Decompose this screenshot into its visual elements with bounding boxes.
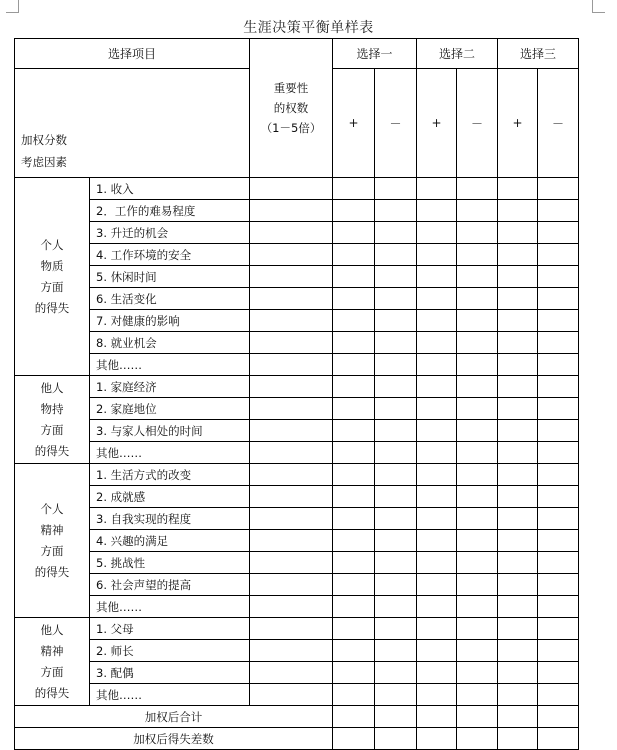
- choice-1-plus: +: [333, 69, 375, 178]
- balance-sheet-table: [14, 38, 579, 750]
- score-input-cell[interactable]: [417, 420, 457, 442]
- weight-input-cell[interactable]: [250, 420, 333, 442]
- score-input-cell[interactable]: [375, 728, 417, 750]
- score-input-cell[interactable]: [417, 442, 457, 464]
- score-input-cell[interactable]: [538, 332, 579, 354]
- score-input-cell[interactable]: [498, 552, 538, 574]
- table-row: [15, 266, 579, 288]
- factor-item: 1. 家庭经济: [90, 376, 250, 398]
- score-input-cell[interactable]: [498, 662, 538, 684]
- score-input-cell[interactable]: [375, 640, 417, 662]
- score-input-cell[interactable]: [457, 464, 498, 486]
- score-input-cell[interactable]: [457, 684, 498, 706]
- importance-line-3: （1－5倍）: [260, 121, 322, 135]
- score-input-cell[interactable]: [333, 310, 375, 332]
- score-input-cell[interactable]: [375, 178, 417, 200]
- factor-item: 4. 工作环境的安全: [90, 244, 250, 266]
- score-input-cell[interactable]: [333, 508, 375, 530]
- score-input-cell[interactable]: [538, 508, 579, 530]
- score-input-cell[interactable]: [538, 288, 579, 310]
- factor-item: 1. 父母: [90, 618, 250, 640]
- score-input-cell[interactable]: [498, 508, 538, 530]
- score-input-cell[interactable]: [333, 420, 375, 442]
- score-input-cell[interactable]: [375, 310, 417, 332]
- score-input-cell[interactable]: [498, 222, 538, 244]
- category-line: 的得失: [34, 564, 70, 579]
- table-row: [15, 574, 579, 596]
- score-input-cell[interactable]: [457, 486, 498, 508]
- category-line: 的得失: [34, 685, 70, 700]
- score-input-cell[interactable]: [498, 574, 538, 596]
- score-input-cell[interactable]: [457, 530, 498, 552]
- score-input-cell[interactable]: [333, 596, 375, 618]
- weight-input-cell[interactable]: [250, 354, 333, 376]
- score-input-cell[interactable]: [333, 266, 375, 288]
- score-input-cell[interactable]: [333, 244, 375, 266]
- weight-input-cell[interactable]: [250, 486, 333, 508]
- table-row: [15, 684, 579, 706]
- score-input-cell[interactable]: [333, 706, 375, 728]
- score-input-cell[interactable]: [498, 640, 538, 662]
- weight-input-cell[interactable]: [250, 310, 333, 332]
- factor-item: 1. 生活方式的改变: [90, 464, 250, 486]
- score-input-cell[interactable]: [457, 354, 498, 376]
- category-line: 他人: [40, 380, 64, 395]
- score-input-cell[interactable]: [417, 178, 457, 200]
- score-input-cell[interactable]: [333, 222, 375, 244]
- score-input-cell[interactable]: [417, 222, 457, 244]
- score-input-cell[interactable]: [375, 442, 417, 464]
- factor-item: 4. 兴趣的满足: [90, 530, 250, 552]
- table-row: [15, 640, 579, 662]
- score-input-cell[interactable]: [333, 354, 375, 376]
- category-cell: [15, 376, 90, 464]
- score-input-cell[interactable]: [457, 398, 498, 420]
- score-input-cell[interactable]: [417, 376, 457, 398]
- score-input-cell[interactable]: [498, 376, 538, 398]
- weight-input-cell[interactable]: [250, 618, 333, 640]
- score-input-cell[interactable]: [417, 662, 457, 684]
- weighted-total-row: [15, 706, 579, 728]
- choice-2-header: 选择二: [417, 39, 498, 69]
- score-input-cell[interactable]: [538, 596, 579, 618]
- weight-input-cell[interactable]: [250, 222, 333, 244]
- score-input-cell[interactable]: [417, 310, 457, 332]
- score-input-cell[interactable]: [417, 288, 457, 310]
- weighted-score-label: 加权分数: [21, 133, 67, 147]
- score-input-cell[interactable]: [333, 728, 375, 750]
- category-line: 个人: [40, 237, 64, 252]
- score-input-cell[interactable]: [333, 288, 375, 310]
- factor-item: 其他……: [90, 596, 250, 618]
- score-input-cell[interactable]: [457, 376, 498, 398]
- score-input-cell[interactable]: [417, 508, 457, 530]
- score-input-cell[interactable]: [333, 200, 375, 222]
- score-input-cell[interactable]: [375, 398, 417, 420]
- score-input-cell[interactable]: [457, 222, 498, 244]
- score-input-cell[interactable]: [375, 244, 417, 266]
- score-input-cell[interactable]: [498, 728, 538, 750]
- table-row: [15, 398, 579, 420]
- weight-input-cell[interactable]: [250, 288, 333, 310]
- table-row: [15, 530, 579, 552]
- score-input-cell[interactable]: [457, 618, 498, 640]
- score-input-cell[interactable]: [417, 552, 457, 574]
- score-input-cell[interactable]: [457, 706, 498, 728]
- score-input-cell[interactable]: [417, 618, 457, 640]
- category-line: 方面: [40, 664, 64, 679]
- table-row: [15, 244, 579, 266]
- factor-item: 8. 就业机会: [90, 332, 250, 354]
- score-input-cell[interactable]: [538, 486, 579, 508]
- score-input-cell[interactable]: [457, 200, 498, 222]
- category-line: 方面: [40, 543, 64, 558]
- score-input-cell[interactable]: [417, 398, 457, 420]
- score-input-cell[interactable]: [375, 200, 417, 222]
- score-input-cell[interactable]: [375, 618, 417, 640]
- score-input-cell[interactable]: [538, 178, 579, 200]
- score-input-cell[interactable]: [417, 574, 457, 596]
- choice-2-plus: +: [417, 69, 457, 178]
- score-input-cell[interactable]: [498, 420, 538, 442]
- choice-1-minus: －: [375, 69, 417, 178]
- score-input-cell[interactable]: [498, 310, 538, 332]
- score-input-cell[interactable]: [375, 530, 417, 552]
- score-input-cell[interactable]: [538, 266, 579, 288]
- score-input-cell[interactable]: [417, 530, 457, 552]
- weight-input-cell[interactable]: [250, 530, 333, 552]
- category-line: 个人: [40, 501, 64, 516]
- factor-item: 2. 家庭地位: [90, 398, 250, 420]
- score-input-cell[interactable]: [417, 332, 457, 354]
- importance-line-1: 重要性: [273, 81, 309, 95]
- score-input-cell[interactable]: [538, 640, 579, 662]
- page-corner-mark-left: [6, 0, 19, 13]
- factor-item: 其他……: [90, 442, 250, 464]
- category-line: 精神: [40, 522, 64, 537]
- factor-item: 其他……: [90, 354, 250, 376]
- score-input-cell[interactable]: [457, 442, 498, 464]
- score-input-cell[interactable]: [457, 640, 498, 662]
- score-input-cell[interactable]: [538, 376, 579, 398]
- score-input-cell[interactable]: [333, 618, 375, 640]
- table-row: [15, 376, 579, 398]
- weight-input-cell[interactable]: [250, 596, 333, 618]
- score-input-cell[interactable]: [375, 508, 417, 530]
- header-row-1: [15, 39, 579, 69]
- score-input-cell[interactable]: [457, 178, 498, 200]
- score-input-cell[interactable]: [498, 178, 538, 200]
- table-row: [15, 222, 579, 244]
- table-row: [15, 552, 579, 574]
- table-row: [15, 178, 579, 200]
- score-input-cell[interactable]: [457, 596, 498, 618]
- category-line: 物质: [40, 258, 64, 273]
- score-input-cell[interactable]: [498, 596, 538, 618]
- score-input-cell[interactable]: [498, 464, 538, 486]
- factor-item: 2. 成就感: [90, 486, 250, 508]
- score-input-cell[interactable]: [333, 640, 375, 662]
- factor-item: 6. 社会声望的提高: [90, 574, 250, 596]
- choice-3-header: 选择三: [498, 39, 579, 69]
- score-input-cell[interactable]: [498, 618, 538, 640]
- score-input-cell[interactable]: [538, 244, 579, 266]
- importance-weight-header: [250, 39, 333, 178]
- score-input-cell[interactable]: [538, 398, 579, 420]
- category-line: 的得失: [34, 443, 70, 458]
- weight-input-cell[interactable]: [250, 178, 333, 200]
- weight-input-cell[interactable]: [250, 640, 333, 662]
- factor-item: 2. 师长: [90, 640, 250, 662]
- score-input-cell[interactable]: [333, 574, 375, 596]
- importance-line-2: 的权数: [273, 101, 309, 115]
- score-input-cell[interactable]: [375, 574, 417, 596]
- score-input-cell[interactable]: [417, 464, 457, 486]
- score-input-cell[interactable]: [538, 420, 579, 442]
- score-input-cell[interactable]: [417, 728, 457, 750]
- score-input-cell[interactable]: [498, 266, 538, 288]
- score-input-cell[interactable]: [333, 684, 375, 706]
- score-input-cell[interactable]: [457, 728, 498, 750]
- score-input-cell[interactable]: [498, 684, 538, 706]
- choice-3-minus: －: [538, 69, 579, 178]
- score-input-cell[interactable]: [498, 398, 538, 420]
- score-input-cell[interactable]: [538, 552, 579, 574]
- score-input-cell[interactable]: [498, 200, 538, 222]
- score-input-cell[interactable]: [375, 552, 417, 574]
- score-input-cell[interactable]: [333, 552, 375, 574]
- score-input-cell[interactable]: [538, 662, 579, 684]
- table-row: [15, 442, 579, 464]
- table-row: [15, 486, 579, 508]
- score-input-cell[interactable]: [538, 618, 579, 640]
- score-input-cell[interactable]: [375, 662, 417, 684]
- score-input-cell[interactable]: [333, 464, 375, 486]
- category-line: 的得失: [34, 300, 70, 315]
- score-input-cell[interactable]: [538, 728, 579, 750]
- score-input-cell[interactable]: [375, 376, 417, 398]
- factor-item: 3. 升迁的机会: [90, 222, 250, 244]
- choice-2-minus: －: [457, 69, 498, 178]
- table-row: [15, 596, 579, 618]
- choice-3-plus: +: [498, 69, 538, 178]
- score-input-cell[interactable]: [375, 706, 417, 728]
- score-input-cell[interactable]: [538, 684, 579, 706]
- score-input-cell[interactable]: [375, 288, 417, 310]
- table-row: [15, 464, 579, 486]
- weighted-score-factors-cell: [15, 69, 250, 178]
- score-input-cell[interactable]: [375, 354, 417, 376]
- weight-input-cell[interactable]: [250, 442, 333, 464]
- score-input-cell[interactable]: [333, 376, 375, 398]
- score-input-cell[interactable]: [333, 530, 375, 552]
- score-input-cell[interactable]: [417, 706, 457, 728]
- page-title: 生涯决策平衡单样表: [243, 20, 374, 36]
- weight-input-cell[interactable]: [250, 508, 333, 530]
- score-input-cell[interactable]: [498, 706, 538, 728]
- table-row: [15, 618, 579, 640]
- score-input-cell[interactable]: [498, 244, 538, 266]
- category-line: 方面: [40, 422, 64, 437]
- table-row: [15, 508, 579, 530]
- choice-1-header: 选择一: [333, 39, 417, 69]
- table-row: [15, 420, 579, 442]
- weight-input-cell[interactable]: [250, 244, 333, 266]
- factor-item: 6. 生活变化: [90, 288, 250, 310]
- score-input-cell[interactable]: [457, 552, 498, 574]
- factor-item: 3. 自我实现的程度: [90, 508, 250, 530]
- factor-item: 其他……: [90, 684, 250, 706]
- category-line: 物持: [40, 401, 64, 416]
- score-input-cell[interactable]: [375, 222, 417, 244]
- score-input-cell[interactable]: [333, 486, 375, 508]
- weighted-diff-label: 加权后得失差数: [15, 728, 333, 750]
- score-input-cell[interactable]: [498, 332, 538, 354]
- weight-input-cell[interactable]: [250, 332, 333, 354]
- select-items-header: 选择项目: [15, 39, 250, 69]
- table-row: [15, 354, 579, 376]
- score-input-cell[interactable]: [457, 420, 498, 442]
- weight-input-cell[interactable]: [250, 574, 333, 596]
- score-input-cell[interactable]: [538, 222, 579, 244]
- category-cell: [15, 618, 90, 706]
- weighted-total-label: 加权后合计: [15, 706, 333, 728]
- weight-input-cell[interactable]: [250, 266, 333, 288]
- table-row: [15, 332, 579, 354]
- weight-input-cell[interactable]: [250, 398, 333, 420]
- weight-input-cell[interactable]: [250, 376, 333, 398]
- score-input-cell[interactable]: [498, 354, 538, 376]
- category-cell: [15, 464, 90, 618]
- score-input-cell[interactable]: [457, 244, 498, 266]
- score-input-cell[interactable]: [333, 442, 375, 464]
- category-cell: [15, 178, 90, 376]
- table-row: [15, 200, 579, 222]
- factor-item: 1. 收入: [90, 178, 250, 200]
- score-input-cell[interactable]: [333, 178, 375, 200]
- weight-input-cell[interactable]: [250, 662, 333, 684]
- score-input-cell[interactable]: [538, 574, 579, 596]
- weight-input-cell[interactable]: [250, 200, 333, 222]
- weight-input-cell[interactable]: [250, 552, 333, 574]
- score-input-cell[interactable]: [538, 442, 579, 464]
- factor-item: 3. 与家人相处的时间: [90, 420, 250, 442]
- factor-item: 5. 休闲时间: [90, 266, 250, 288]
- score-input-cell[interactable]: [417, 244, 457, 266]
- score-input-cell[interactable]: [333, 662, 375, 684]
- score-input-cell[interactable]: [457, 574, 498, 596]
- category-line: 精神: [40, 643, 64, 658]
- score-input-cell[interactable]: [375, 266, 417, 288]
- score-input-cell[interactable]: [375, 596, 417, 618]
- score-input-cell[interactable]: [417, 486, 457, 508]
- page-corner-mark-right: [592, 0, 605, 13]
- score-input-cell[interactable]: [375, 332, 417, 354]
- score-input-cell[interactable]: [538, 464, 579, 486]
- factor-item: 7. 对健康的影响: [90, 310, 250, 332]
- score-input-cell[interactable]: [417, 596, 457, 618]
- score-input-cell[interactable]: [498, 530, 538, 552]
- factor-item: 3. 配偶: [90, 662, 250, 684]
- score-input-cell[interactable]: [375, 684, 417, 706]
- score-input-cell[interactable]: [457, 508, 498, 530]
- score-input-cell[interactable]: [538, 706, 579, 728]
- score-input-cell[interactable]: [375, 420, 417, 442]
- factor-item: 2．工作的难易程度: [90, 200, 250, 222]
- score-input-cell[interactable]: [457, 332, 498, 354]
- score-input-cell[interactable]: [538, 310, 579, 332]
- score-input-cell[interactable]: [498, 442, 538, 464]
- score-input-cell[interactable]: [375, 486, 417, 508]
- score-input-cell[interactable]: [417, 640, 457, 662]
- score-input-cell[interactable]: [538, 530, 579, 552]
- weight-input-cell[interactable]: [250, 684, 333, 706]
- score-input-cell[interactable]: [498, 486, 538, 508]
- score-input-cell[interactable]: [457, 288, 498, 310]
- score-input-cell[interactable]: [417, 266, 457, 288]
- category-line: 他人: [40, 622, 64, 637]
- score-input-cell[interactable]: [498, 288, 538, 310]
- score-input-cell[interactable]: [417, 684, 457, 706]
- score-input-cell[interactable]: [457, 266, 498, 288]
- score-input-cell[interactable]: [375, 464, 417, 486]
- score-input-cell[interactable]: [538, 200, 579, 222]
- score-input-cell[interactable]: [417, 200, 457, 222]
- category-line: 方面: [40, 279, 64, 294]
- score-input-cell[interactable]: [333, 332, 375, 354]
- score-input-cell[interactable]: [457, 310, 498, 332]
- table-row: [15, 662, 579, 684]
- score-input-cell[interactable]: [417, 354, 457, 376]
- score-input-cell[interactable]: [457, 662, 498, 684]
- factor-item: 5. 挑战性: [90, 552, 250, 574]
- score-input-cell[interactable]: [333, 398, 375, 420]
- factors-label: 考虑因素: [21, 155, 67, 169]
- table-row: [15, 288, 579, 310]
- score-input-cell[interactable]: [538, 354, 579, 376]
- weight-input-cell[interactable]: [250, 464, 333, 486]
- weighted-diff-row: [15, 728, 579, 750]
- table-row: [15, 310, 579, 332]
